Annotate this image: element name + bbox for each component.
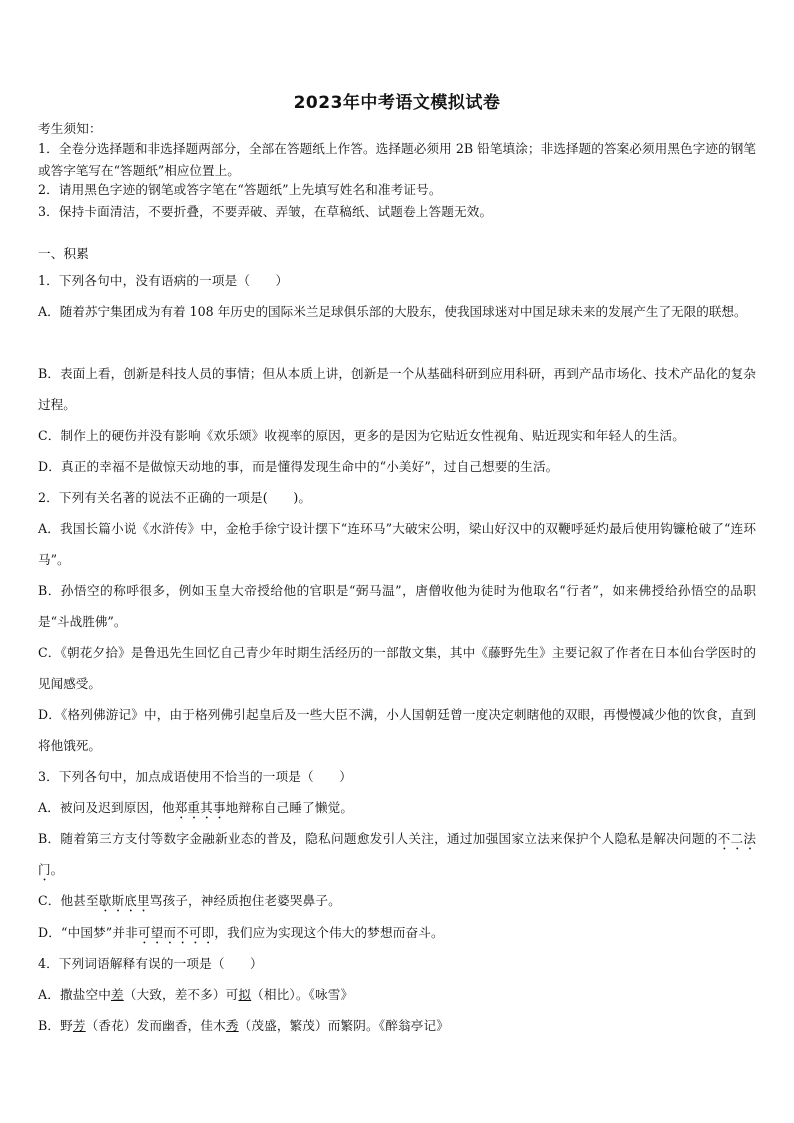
notice-item-1: 1．全卷分选择题和非选择题两部分，全部在答题纸上作答。选择题必须用 2B 铅笔填涂；非选择题的答案必须用黑色字迹的钢笔或答字笔写在“答题纸”相应位置上。	[38, 141, 756, 178]
q4-a-text-2: （大致，差不多）可	[123, 987, 239, 1002]
notice-heading: 考生须知：	[38, 121, 102, 136]
q4-stem: 4．下列词语解释有误的一项是（ ）	[38, 956, 263, 971]
q1-option-a: A．随着苏宁集团成为有着 108 年历史的国际米兰足球俱乐部的大股东，使我国球迷对中国足球未来的发展产生了无限的联想。	[38, 304, 747, 319]
q4-a-underlined-2: 拟	[238, 987, 252, 1002]
q3-c-text-end: 骂孩子，神经质抱住老婆哭鼻子。	[149, 893, 341, 908]
section-heading: 一、积累	[38, 246, 89, 261]
page-title: 2023年中考语文模拟试卷	[293, 93, 501, 113]
q4-b-underlined-2: 秀	[225, 1018, 239, 1033]
q4-b-text-3: （茂盛，繁茂）而繁阴。《醉翁亭记》	[238, 1018, 449, 1033]
q1-option-c: C．制作上的硬伤并没有影响《欢乐颂》收视率的原因，更多的是因为它贴近女性视角、贴近现实和年轻人的生活。	[38, 428, 685, 443]
q3-b-text: B．随着第三方支付等数字金融新业态的普及，隐私问题愈发引人关注，通过加强国家立法来保护个人隐私是解决问题的	[38, 831, 718, 846]
q4-option-a	[38, 987, 756, 1003]
q3-option-a	[38, 800, 756, 822]
q3-a-text-end: 地辩称自己睡了懒觉。	[225, 800, 354, 815]
q3-stem: 3．下列各句中，加点成语使用不恰当的一项是（ ）	[38, 769, 353, 784]
notice-item-3: 3．保持卡面清洁，不要折叠，不要弄破、弄皱，在草稿纸、试题卷上答题无效。	[38, 204, 493, 219]
q3-d-text: D．“中国梦”并非	[38, 925, 138, 940]
q3-a-text: A．被问及迟到原因，他	[38, 800, 175, 815]
q3-option-b	[38, 823, 756, 885]
q2-stem: 2．下列有关名著的说法不正确的一项是( )。	[38, 490, 312, 505]
q2-option-c: C．《朝花夕拾》是鲁迅先生回忆自己青少年时期生活经历的一部散文集，其中《藤野先生》主要记叙了作者在日本仙台学医时的见闻感受。	[38, 645, 756, 691]
q3-a-idiom: 郑重其事	[174, 800, 226, 815]
q3-c-idiom: 歇斯底里	[98, 893, 150, 908]
q1-option-d: D．真正的幸福不是做惊天动地的事，而是懂得发现生命中的“小美好”，过自己想要的生活。	[38, 459, 559, 474]
q3-d-idiom: 可望而不可即	[137, 925, 215, 940]
q4-a-text-1: A．撒盐空中	[38, 987, 111, 1002]
notice-item-2: 2．请用黑色字迹的钢笔或答字笔在“答题纸”上先填写姓名和准考证号。	[38, 182, 442, 197]
q2-option-a: A．我国长篇小说《水浒传》中，金枪手徐宁设计摆下“连环马”大破宋公明，梁山好汉中的双鞭呼延灼最后使用钩镰枪破了“连环马”。	[38, 521, 756, 567]
q4-b-text-2: （香花）发而幽香，佳木	[85, 1018, 226, 1033]
q4-a-underlined-1: 差	[110, 987, 124, 1002]
q4-option-b	[38, 1018, 756, 1034]
q2-option-d: D．《格列佛游记》中，由于格列佛引起皇后及一些大臣不满，小人国朝廷曾一度决定刺瞎他的双眼，再慢慢减少他的饮食，直到将他饿死。	[38, 707, 756, 753]
q2-option-b: B．孙悟空的称呼很多，例如玉皇大帝授给他的官职是“弼马温”，唐僧收他为徒时为他取名“行者”，如来佛授给孙悟空的品职是“斗战胜佛”。	[38, 583, 756, 629]
q3-c-text: C．他甚至	[38, 893, 99, 908]
q3-option-c	[38, 893, 756, 915]
q1-stem: 1．下列各句中，没有语病的一项是（ ）	[38, 273, 289, 288]
q3-b-text-end: 。	[50, 862, 64, 877]
q3-option-d	[38, 925, 756, 947]
q4-a-text-3: （相比）。《咏雪》	[251, 987, 354, 1002]
q3-d-text-end: ，我们应为实现这个伟大的梦想而奋斗。	[214, 925, 444, 940]
q3-b-idiom: 不二法门	[38, 831, 756, 877]
q1-option-b: B．表面上看，创新是科技人员的事情；但从本质上讲，创新是一个从基础科研到应用科研，再到产品市场化、技术产品化的复杂过程。	[38, 366, 756, 412]
q4-b-underlined-1: 芳	[72, 1018, 86, 1033]
q4-b-text-1: B．野	[38, 1018, 73, 1033]
